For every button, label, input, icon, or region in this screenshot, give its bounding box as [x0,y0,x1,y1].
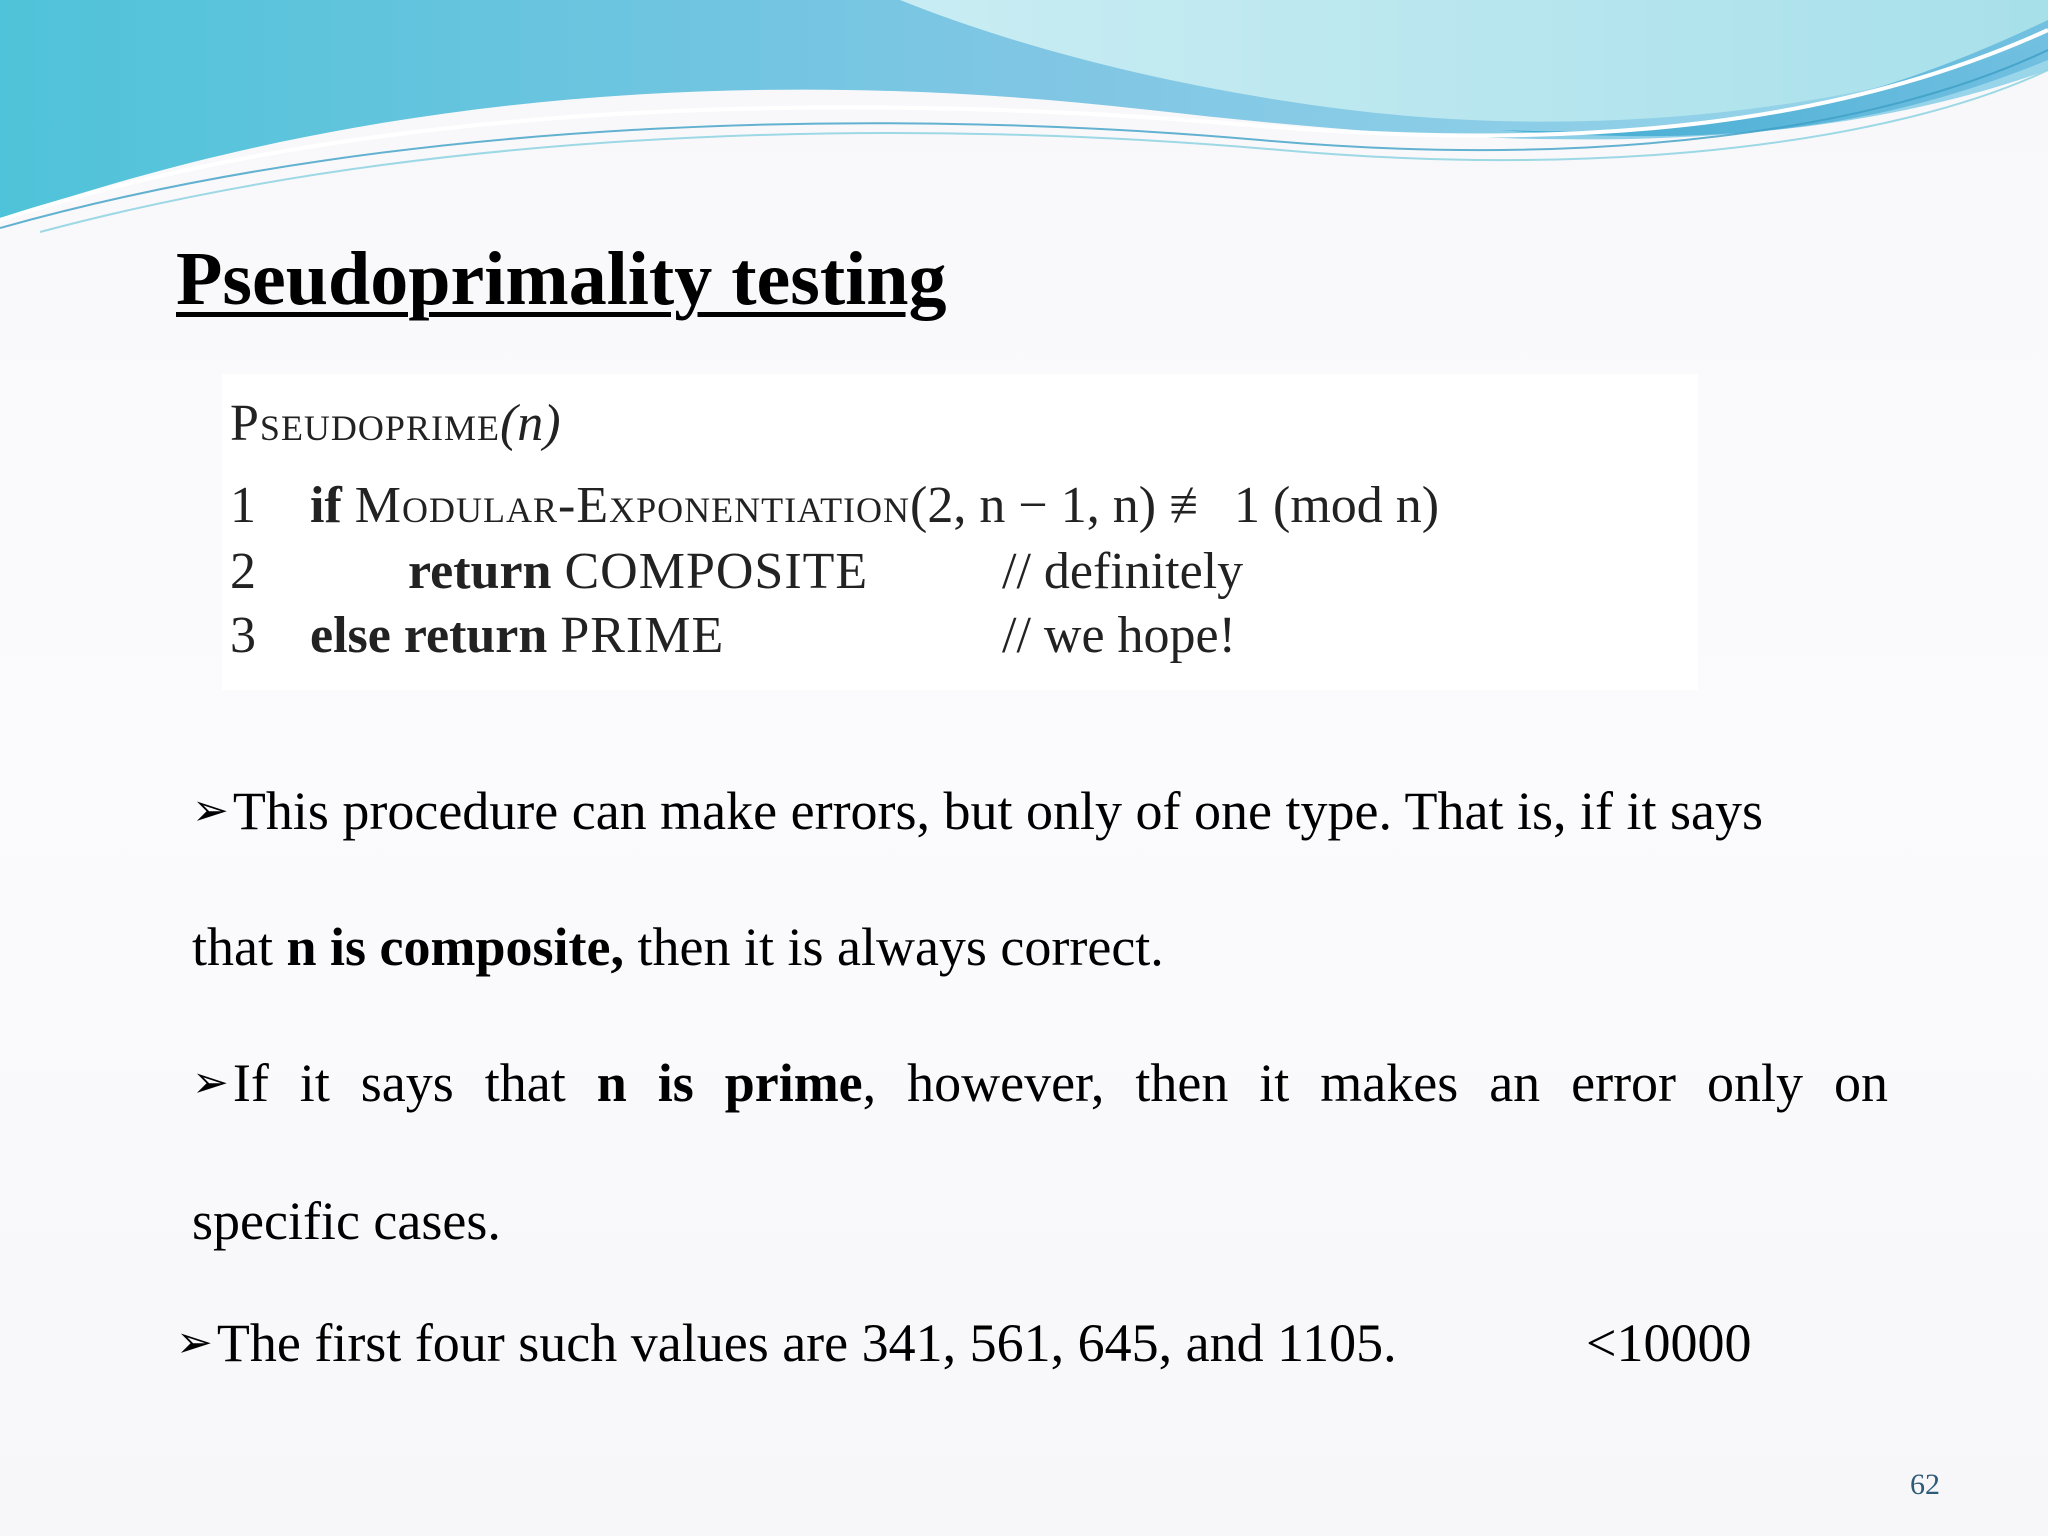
bullet-1-bold-phrase: n is composite, [286,917,624,977]
line-number-3: 3 [230,607,256,664]
bullet-arrow-icon: ➢ [176,1317,213,1368]
pseudocode-line-2 [408,542,868,601]
procedure-args: (n) [499,395,561,452]
keyword-return: return [408,543,552,600]
comment-we-hope: // we hope! [1002,607,1236,664]
bullet-1-line-2-post: then it is always correct. [623,917,1164,977]
bullet-1-line-2 [192,916,1164,978]
value-composite: COMPOSITE [564,543,869,600]
value-prime: PRIME [560,607,725,664]
keyword-if: if [310,477,342,534]
pseudocode-line-3 [310,606,724,665]
condition-expression: (2, n − 1, n) ≢ 1 (mod n) [910,477,1440,534]
bullet-2-line-1 [192,1052,1888,1114]
bullet-3-text: The first four such values are 341, 561, 645, and 1105. [216,1313,1397,1373]
function-modular-exponentiation: Modular-Exponentiation [354,477,911,534]
page-number: 62 [1910,1468,1940,1501]
line-number-1: 1 [230,477,256,534]
bullet-1-line-2-pre: that [192,917,287,977]
bullet-1-text: This procedure can make errors, but only of one type. That is, if it says [232,781,1763,841]
pseudocode-header [230,394,561,453]
header-wave-decoration [0,0,2048,240]
line-number-2: 2 [230,543,256,600]
bullet-3 [176,1312,1397,1374]
pseudocode-box [222,374,1698,690]
bullet-arrow-icon: ➢ [192,1057,229,1108]
procedure-name: Pseudoprime [230,395,500,452]
keyword-else-return: else return [310,607,548,664]
bullet-2-bold-phrase: n is prime [596,1053,863,1113]
bullet-1-line-1 [192,780,1763,842]
bullet-2-pre: If it says that [232,1053,597,1113]
comment-definitely: // definitely [1002,543,1244,600]
pseudocode-line-1 [310,476,1439,535]
bullet-arrow-icon: ➢ [192,785,229,836]
bullet-2-post: , however, then it makes an error only on [862,1053,1888,1113]
bullet-2-line-2: specific cases. [192,1191,501,1251]
bullet-3-note: <10000 [1586,1313,1752,1373]
slide-title: Pseudoprimality testing [176,237,947,321]
